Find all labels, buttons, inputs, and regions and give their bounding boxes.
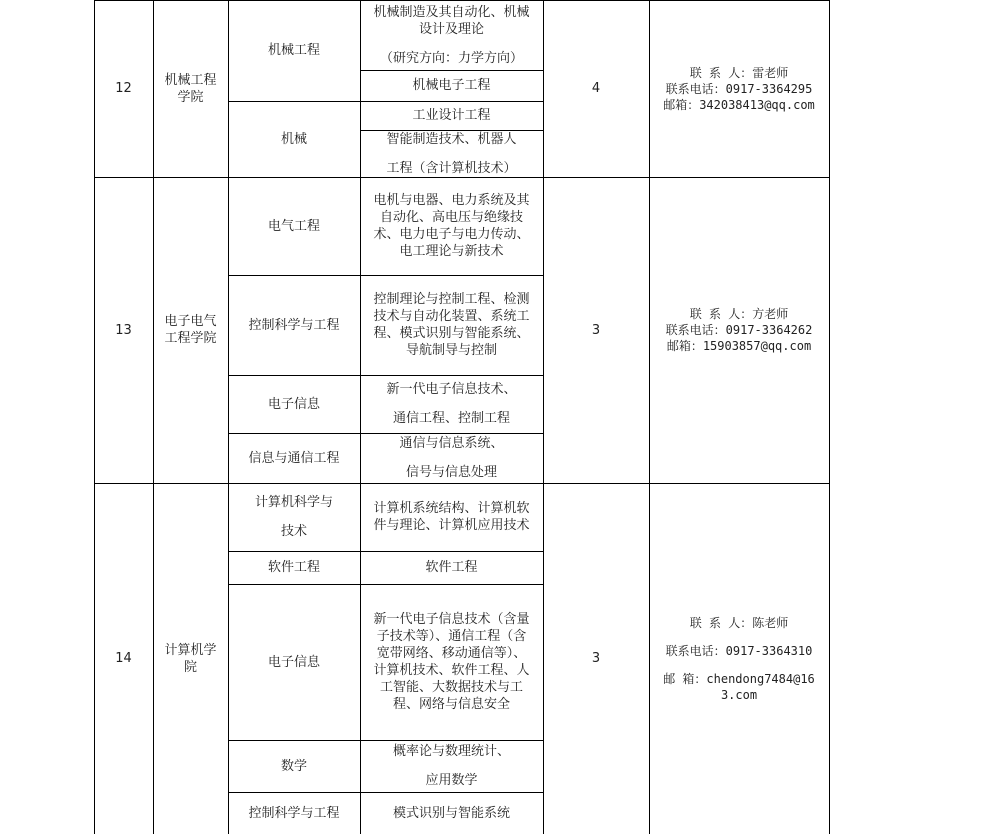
research-direction	[360, 584, 543, 740]
major-name	[228, 433, 360, 483]
contact-info-line: 邮 箱：chendong7484@16	[663, 671, 815, 686]
major-name	[228, 792, 360, 834]
research-direction-line: 宽带网络、移动通信等）、	[376, 646, 527, 661]
major-name-line: 数学	[280, 758, 307, 774]
major-name	[228, 584, 360, 740]
research-direction	[360, 375, 543, 433]
major-name	[228, 177, 360, 275]
research-direction-line: 工业设计工程	[412, 108, 491, 123]
research-direction	[360, 551, 543, 584]
major-name	[228, 275, 360, 375]
research-direction	[360, 740, 543, 792]
research-direction-line: 新一代电子信息技术（含量	[373, 612, 530, 627]
college-name-line: 学院	[177, 89, 204, 105]
research-direction-line: （研究方向：力学方向）	[379, 50, 523, 66]
major-name-line: 电子信息	[267, 396, 320, 412]
research-direction	[360, 433, 543, 483]
major-name	[228, 740, 360, 792]
major-name-line: 电子信息	[267, 654, 320, 670]
major-name-line: 计算机科学与	[254, 495, 333, 510]
research-direction-line: 术、电力电子与电力传动、	[373, 227, 530, 242]
contact-info-line: 邮箱：342038413@qq.com	[663, 97, 815, 112]
college-name	[153, 177, 228, 483]
research-direction	[360, 177, 543, 275]
research-direction	[360, 70, 543, 101]
research-direction-line: 程、模式识别与智能系统、	[373, 326, 530, 341]
major-name-line: 机械工程	[267, 43, 320, 58]
major-name-line: 技术	[280, 524, 307, 539]
college-name-line: 机械工程	[164, 72, 217, 88]
contact-info-line: 联 系 人：方老师	[689, 307, 789, 321]
major-name-line: 信息与通信工程	[248, 450, 340, 466]
research-direction-line: 机械电子工程	[412, 78, 491, 93]
research-direction-line: 子技术等）、通信工程（含	[376, 629, 527, 644]
contact-info-line: 联 系 人：陈老师	[689, 615, 789, 630]
research-direction-line: 工程（含计算机技术）	[386, 160, 517, 176]
college-name-line: 院	[183, 659, 197, 675]
research-direction-line: 通信工程、控制工程	[392, 411, 510, 426]
research-direction-line: 机械制造及其自动化、机械	[373, 4, 530, 20]
research-direction-line: 智能制造技术、机器人	[386, 131, 517, 147]
research-direction	[360, 0, 543, 70]
research-direction-line: 软件工程	[425, 560, 478, 575]
contact-info-line: 联系电话：0917-3364262	[665, 323, 813, 337]
research-direction-line: 件与理论、计算机应用技术	[373, 518, 530, 533]
row-number: 14	[115, 651, 132, 666]
contact-info-line: 联 系 人：雷老师	[689, 65, 789, 80]
contact-info	[649, 483, 829, 834]
research-direction-line: 电机与电器、电力系统及其	[373, 193, 530, 208]
research-direction-line: 设计及理论	[418, 21, 484, 37]
college-name-line: 电子电气	[164, 314, 217, 329]
research-direction-line: 技术与自动化装置、系统工	[373, 309, 530, 324]
contact-info-line: 联系电话：0917-3364310	[665, 643, 813, 658]
major-name	[228, 483, 360, 551]
major-name	[228, 101, 360, 177]
research-direction-line: 程、网络与信息安全	[392, 697, 510, 712]
enrollment-quota: 4	[591, 81, 601, 96]
college-name-line: 计算机学	[164, 642, 217, 658]
research-direction-line: 概率论与数理统计、	[392, 744, 510, 759]
research-direction-line: 新一代电子信息技术、	[386, 382, 517, 397]
research-direction-line: 应用数学	[425, 773, 478, 788]
contact-info-line: 3.com	[720, 687, 758, 702]
research-direction-line: 计算机系统结构、计算机软	[373, 501, 530, 516]
research-direction-line: 电工理论与新技术	[399, 244, 504, 259]
contact-info-line: 邮箱：15903857@qq.com	[666, 339, 812, 353]
research-direction-line: 模式识别与智能系统	[392, 805, 510, 821]
enrollment-quota: 3	[591, 322, 601, 338]
enrollment-quota: 3	[591, 651, 601, 666]
research-direction-line: 计算机技术、软件工程、人	[373, 663, 530, 678]
research-direction	[360, 483, 543, 551]
research-direction	[360, 130, 543, 177]
research-direction-line: 自动化、高电压与绝缘技	[379, 210, 523, 225]
college-name	[153, 0, 228, 177]
major-name	[228, 375, 360, 433]
research-direction	[360, 275, 543, 375]
major-name-line: 软件工程	[267, 560, 320, 575]
research-direction-line: 信号与信息处理	[405, 465, 497, 480]
major-name	[228, 0, 360, 101]
research-direction-line: 工智能、大数据技术与工	[379, 680, 523, 695]
row-number: 13	[115, 322, 132, 338]
contact-info	[649, 177, 829, 483]
contact-info	[649, 0, 829, 177]
college-name	[153, 483, 228, 834]
research-direction-line: 导航制导与控制	[405, 343, 497, 358]
major-name	[228, 551, 360, 584]
table-right-border	[829, 0, 830, 834]
major-name-line: 控制科学与工程	[248, 805, 340, 821]
research-direction-line: 控制理论与控制工程、检测	[373, 292, 530, 307]
research-direction	[360, 792, 543, 834]
major-name-line: 机械	[280, 131, 307, 147]
research-direction	[360, 101, 543, 130]
major-name-line: 电气工程	[267, 218, 320, 234]
research-direction-line: 通信与信息系统、	[399, 436, 504, 451]
contact-info-line: 联系电话：0917-3364295	[665, 81, 813, 96]
college-name-line: 工程学院	[164, 331, 217, 346]
row-number: 12	[115, 81, 132, 96]
major-name-line: 控制科学与工程	[248, 317, 340, 333]
